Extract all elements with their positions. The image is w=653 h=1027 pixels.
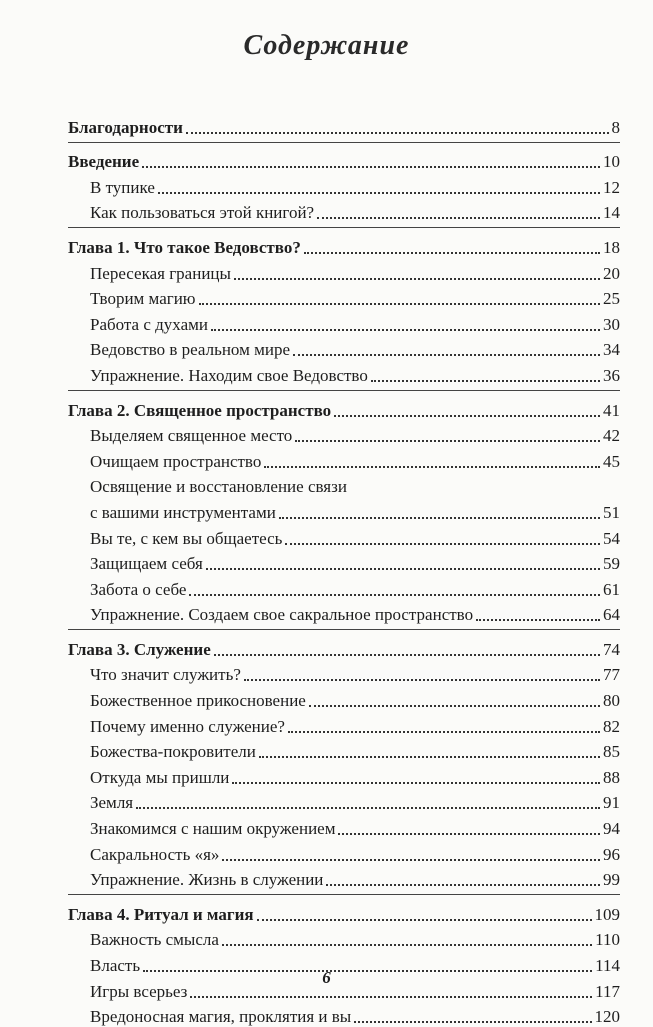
toc-entry[interactable] [68, 335, 620, 361]
dot-leader [317, 217, 600, 219]
toc-entry-title: Почему именно служение? [90, 716, 285, 736]
toc-entry-page: 34 [603, 340, 620, 360]
toc-entry-title: Работа с духами [90, 314, 208, 334]
toc-entry-page: 12 [603, 177, 620, 197]
dot-leader [259, 756, 600, 758]
dot-leader [476, 619, 600, 621]
toc-entry[interactable] [68, 839, 620, 865]
toc-entry-title: Вы те, с кем вы общаетесь [90, 528, 283, 548]
toc-entry-page: 25 [603, 289, 620, 309]
toc-entry[interactable] [68, 497, 620, 523]
table-of-contents [68, 112, 620, 1027]
toc-entry-chapter-2[interactable] [68, 395, 620, 421]
toc-entry-title: В тупике [90, 177, 155, 197]
dot-leader [244, 679, 600, 681]
toc-entry-page: 91 [603, 793, 620, 813]
toc-entry-title: Глава 3. Служение [68, 639, 211, 659]
toc-entry-title: Власть [90, 956, 141, 975]
toc-entry[interactable] [68, 762, 620, 788]
toc-entry-title: Божества-покровители [90, 742, 256, 762]
dot-leader [234, 278, 600, 280]
toc-entry-title: Земля [90, 793, 134, 813]
toc-entry[interactable] [68, 574, 620, 600]
toc-entry-page: 85 [603, 742, 620, 762]
dot-leader [288, 731, 600, 733]
dot-leader [264, 466, 600, 468]
toc-entry-acknowledgments[interactable] [68, 112, 620, 138]
toc-entry[interactable] [68, 258, 620, 284]
toc-entry-page: 110 [595, 930, 620, 950]
dot-leader [199, 303, 600, 305]
toc-entry-page: 64 [603, 605, 620, 625]
dot-leader [222, 859, 600, 861]
dot-leader [334, 415, 600, 417]
toc-entry-page: 114 [595, 956, 620, 975]
toc-entry[interactable] [68, 600, 620, 626]
toc-entry[interactable] [68, 309, 620, 335]
toc-entry-title: Глава 1. Что такое Ведовство? [68, 237, 301, 257]
toc-entry-page: 42 [603, 426, 620, 446]
toc-entry[interactable] [68, 788, 620, 814]
toc-entry-page: 80 [603, 691, 620, 711]
dot-leader [309, 705, 600, 707]
toc-entry-title: Как пользоваться этой книгой? [90, 203, 315, 223]
section-divider [68, 142, 620, 143]
toc-entry-title: Ведовство в реальном мире [90, 340, 291, 360]
dot-leader [136, 807, 600, 809]
dot-leader [326, 884, 600, 886]
toc-entry-page: 120 [594, 1007, 620, 1027]
dot-leader [214, 654, 600, 656]
toc-entry-title: Забота о себе [90, 579, 187, 599]
toc-entry-page: 10 [603, 152, 620, 172]
toc-entry-page: 41 [603, 400, 620, 420]
toc-entry-page: 82 [603, 716, 620, 736]
dot-leader [257, 919, 592, 921]
dot-leader [211, 329, 600, 331]
dot-leader [190, 996, 592, 998]
section-divider [68, 227, 620, 228]
toc-entry-page: 109 [594, 904, 620, 924]
toc-entry-title: Божественное прикосновение [90, 691, 306, 711]
dot-leader [354, 1021, 591, 1023]
toc-entry[interactable] [68, 865, 620, 891]
toc-entry[interactable] [68, 813, 620, 839]
toc-entry[interactable] [68, 1002, 620, 1027]
toc-entry-page: 51 [603, 502, 620, 522]
dot-leader [232, 782, 600, 784]
toc-entry[interactable] [68, 360, 620, 386]
toc-entry[interactable] [68, 523, 620, 549]
toc-entry-title: Игры всерьез [90, 981, 188, 1001]
toc-entry-page: 74 [603, 639, 620, 659]
toc-entry-title: Вредоносная магия, проклятия и вы [90, 1007, 352, 1027]
dot-leader [371, 380, 600, 382]
toc-entry-title: Упражнение. Находим свое Ведовство [90, 365, 368, 385]
dot-leader [206, 568, 600, 570]
toc-entry-page: 117 [595, 981, 620, 1001]
toc-entry-introduction[interactable] [68, 147, 620, 173]
toc-entry[interactable] [68, 737, 620, 763]
toc-entry-title: Благодарности [68, 117, 183, 137]
toc-entry-page: 54 [603, 528, 620, 548]
toc-entry-page: 18 [603, 237, 620, 257]
toc-entry[interactable] [68, 711, 620, 737]
toc-entry-page: 45 [603, 451, 620, 471]
toc-entry-title: Выделяем священное место [90, 426, 293, 446]
toc-entry-title: Упражнение. Жизнь в служении [90, 870, 324, 890]
toc-entry-page: 14 [603, 203, 620, 223]
toc-entry-title: Важность смысла [90, 930, 219, 950]
toc-entry-title: Творим магию [90, 289, 196, 309]
toc-entry-page: 94 [603, 819, 620, 839]
section-divider [68, 390, 620, 391]
toc-entry-title: Введение [68, 152, 140, 172]
toc-entry-page: 36 [603, 365, 620, 385]
toc-entry-title: Откуда мы пришли [90, 767, 230, 787]
dot-leader [338, 833, 600, 835]
dot-leader [222, 944, 592, 946]
toc-entry[interactable] [68, 549, 620, 575]
dot-leader [295, 440, 600, 442]
toc-entry-page: 59 [603, 554, 620, 574]
dot-leader [142, 166, 600, 168]
toc-entry-title: Очищаем пространство [90, 451, 262, 471]
toc-entry-page: 77 [603, 665, 620, 685]
dot-leader [189, 594, 600, 596]
toc-entry-page: 96 [603, 844, 620, 864]
dot-leader [293, 354, 600, 356]
toc-entry[interactable] [68, 446, 620, 472]
toc-entry[interactable] [68, 685, 620, 711]
toc-entry-page: 20 [603, 263, 620, 283]
toc-entry-page: 30 [603, 314, 620, 334]
toc-entry[interactable] [68, 198, 620, 224]
toc-entry-title: Что значит служить? [90, 665, 241, 685]
toc-entry-chapter-3[interactable] [68, 634, 620, 660]
toc-entry[interactable] [68, 284, 620, 310]
toc-entry-chapter-1[interactable] [68, 232, 620, 258]
toc-entry-page: 99 [603, 870, 620, 890]
page-number: 6 [322, 968, 331, 987]
section-divider [68, 894, 620, 895]
toc-entry-page: 88 [603, 767, 620, 787]
toc-entry-title: Глава 4. Ритуал и магия [68, 904, 254, 924]
toc-entry-page: 8 [611, 117, 620, 137]
toc-entry-title: Упражнение. Создаем свое сакральное пространство [90, 605, 474, 625]
toc-entry[interactable] [68, 172, 620, 198]
section-divider [68, 629, 620, 630]
dot-leader [304, 252, 600, 254]
dot-leader [279, 517, 600, 519]
toc-entry-title: Сакральность «я» [90, 844, 220, 864]
dot-leader [158, 192, 600, 194]
dot-leader [285, 543, 600, 545]
toc-entry-title: Глава 2. Священное пространство [68, 400, 332, 420]
toc-entry-title: Знакомимся с нашим окружением [90, 819, 336, 839]
toc-entry-title: Пересекая границы [90, 263, 231, 283]
toc-entry-page: 61 [603, 579, 620, 599]
toc-entry[interactable] [68, 421, 620, 447]
toc-entry[interactable] [68, 925, 620, 951]
toc-entry-title: с вашими инструментами [90, 502, 276, 522]
dot-leader [186, 132, 609, 134]
toc-entry-title-line[interactable]: Освящение и восстановление связи [90, 477, 347, 497]
toc-entry[interactable] [68, 660, 620, 686]
page-title: Содержание [243, 30, 410, 61]
toc-entry-chapter-4[interactable] [68, 899, 620, 925]
toc-entry-title: Защищаем себя [90, 554, 203, 574]
